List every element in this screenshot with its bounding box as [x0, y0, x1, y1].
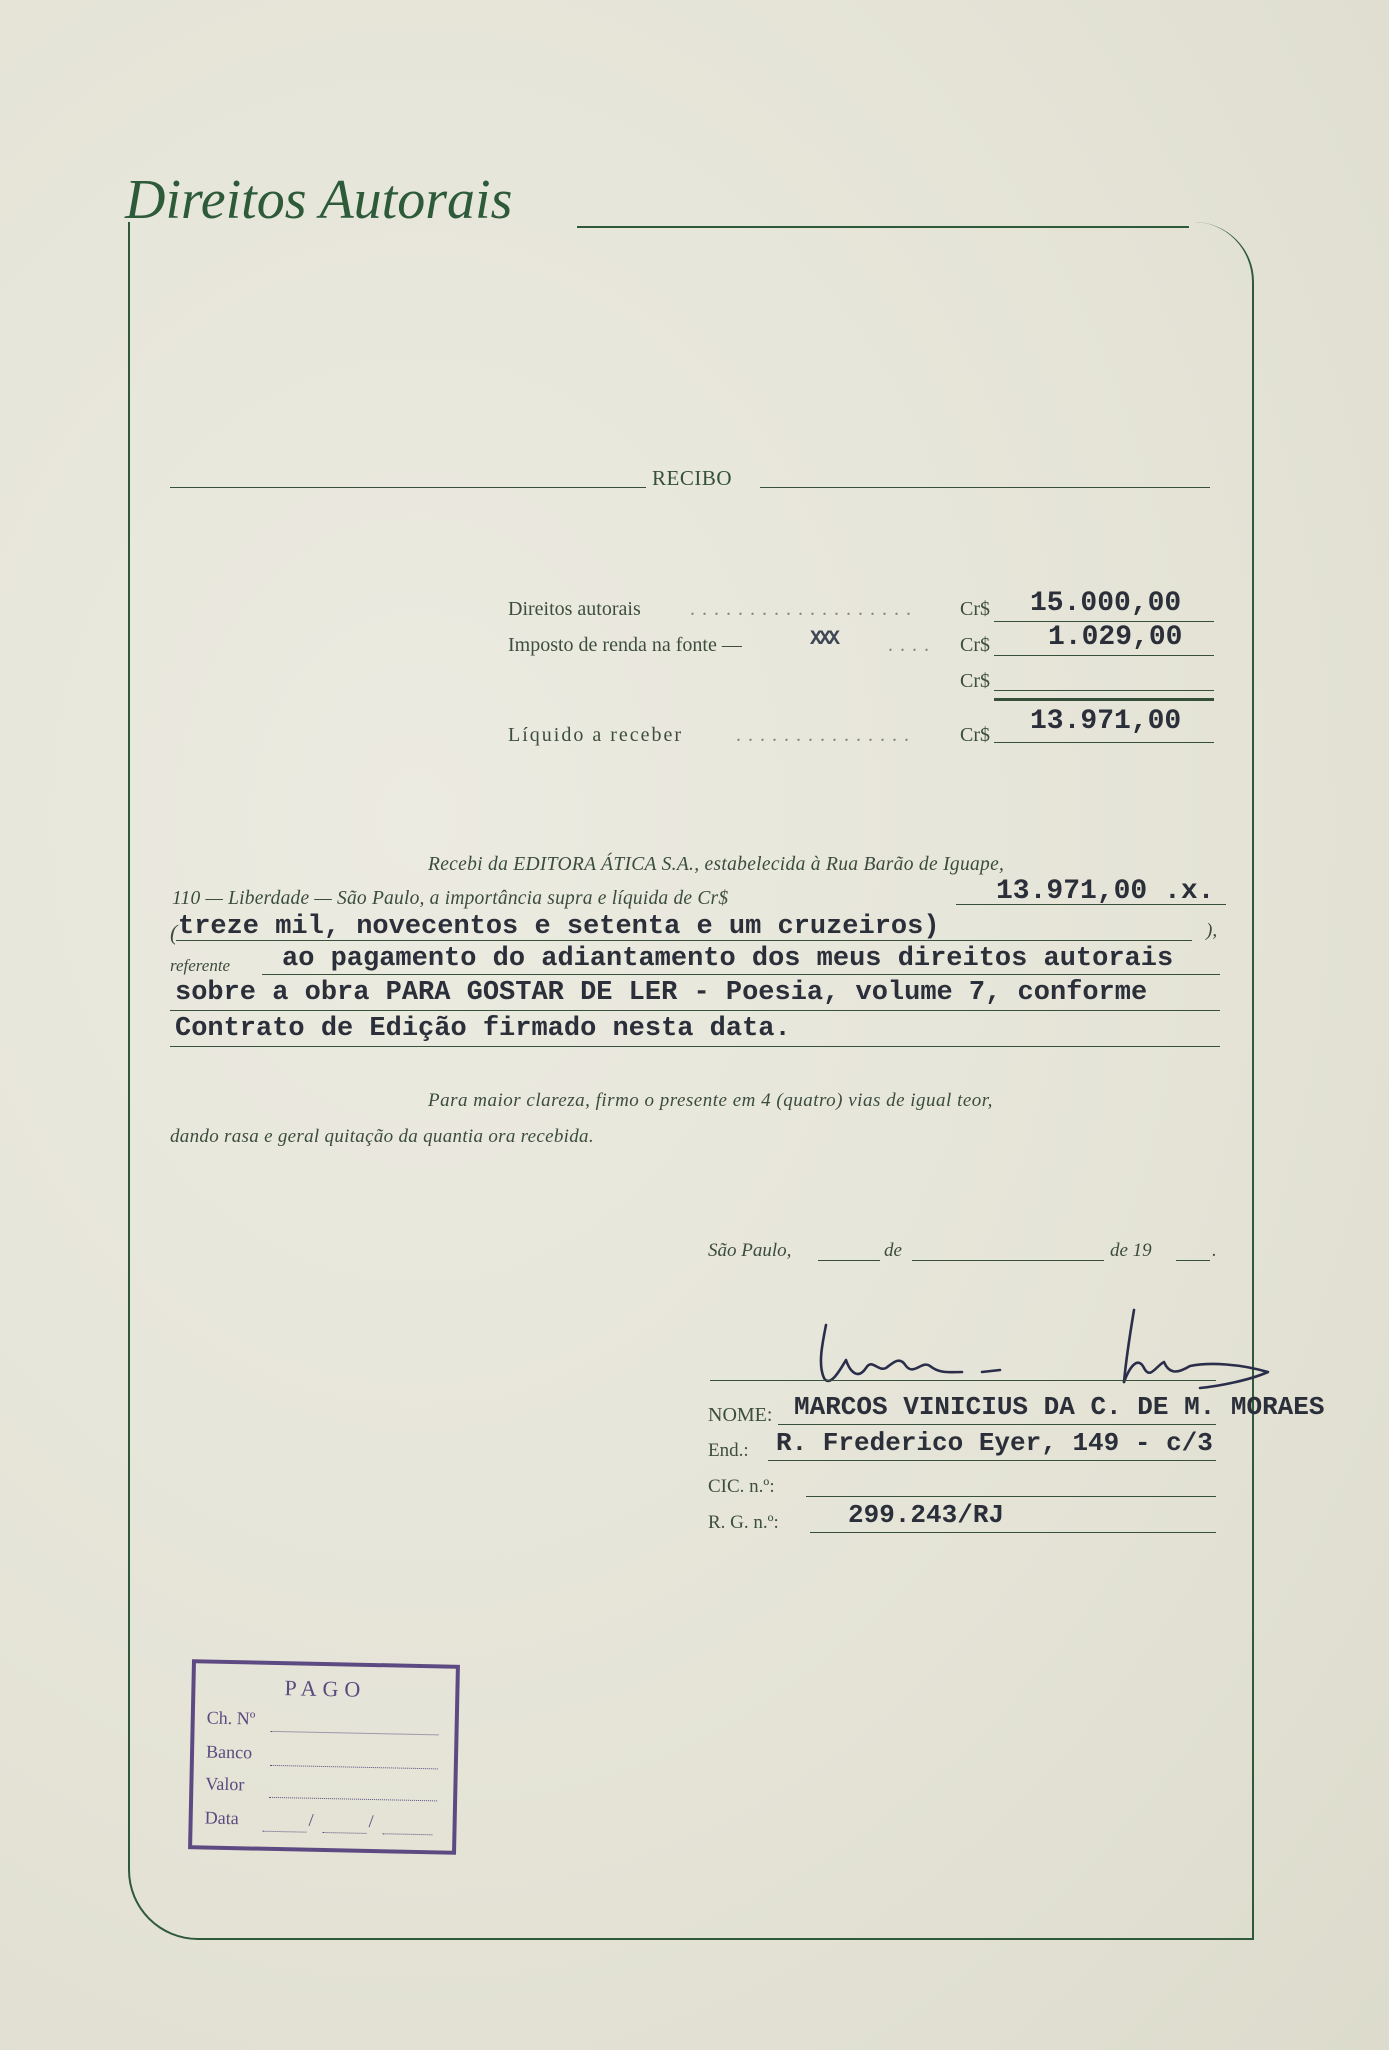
- currency-label: Cr$: [960, 634, 990, 656]
- paid-stamp: [188, 1659, 460, 1855]
- clarity-line-2: dando rasa e geral quitação da quantia ora recebida.: [170, 1126, 594, 1147]
- stamp-line: [270, 1765, 438, 1770]
- nome-label: NOME:: [708, 1404, 773, 1426]
- clarity-line-1: Para maior clareza, firmo o presente em 4 (quatro) vias de igual teor,: [428, 1090, 993, 1111]
- reference-line-3[interactable]: Contrato de Edição firmado nesta data.: [175, 1014, 791, 1044]
- struck-percent: XXX: [810, 628, 838, 651]
- stamp-line: [382, 1833, 432, 1835]
- leader-dots: . . . .: [888, 634, 930, 656]
- end-value[interactable]: R. Frederico Eyer, 149 - c/3: [776, 1428, 1213, 1458]
- body-line-1: Recebi da EDITORA ÁTICA S.A., estabelecida à Rua Barão de Iguape,: [428, 854, 1005, 875]
- date-de-2: de 19: [1110, 1240, 1152, 1261]
- stamp-line: [271, 1731, 439, 1736]
- nome-value[interactable]: MARCOS VINICIUS DA C. DE M. MORAES: [794, 1392, 1325, 1422]
- stamp-date-label: Data: [204, 1807, 239, 1829]
- leader-dots: . . . . . . . . . . . . . . . . . . .: [690, 598, 912, 620]
- rg-label: R. G. n.º:: [708, 1512, 779, 1533]
- end-label: End.:: [708, 1440, 749, 1461]
- reference-line-2[interactable]: sobre a obra PARA GOSTAR DE LER - Poesia, volume 7, conforme: [175, 978, 1148, 1008]
- net-label: Líquido a receber: [508, 724, 684, 746]
- leader-dots: . . . . . . . . . . . . . . .: [736, 724, 910, 746]
- cic-line: [806, 1496, 1216, 1497]
- amount-label-direitos: Direitos autorais: [508, 598, 641, 620]
- stamp-cheque-label: Ch. Nº: [206, 1707, 256, 1729]
- body-line-2: 110 — Liberdade — São Paulo, a importância supra e líquida de Cr$: [172, 888, 729, 909]
- currency-label: Cr$: [960, 670, 990, 692]
- net-value[interactable]: 13.971,00: [1030, 706, 1182, 737]
- cic-label: CIC. n.º:: [708, 1476, 775, 1497]
- date-end: .: [1212, 1240, 1217, 1261]
- date-de-1: de: [884, 1240, 902, 1261]
- referente-label: referente: [170, 956, 231, 975]
- paren-open: (: [170, 920, 178, 945]
- nome-line: [778, 1424, 1216, 1425]
- stamp-title: PAGO: [284, 1675, 367, 1702]
- stamp-line: [269, 1797, 437, 1802]
- rg-value[interactable]: 299.243/RJ: [848, 1500, 1005, 1530]
- stamp-line: [322, 1832, 366, 1834]
- stamp-date-slash: /: [368, 1810, 374, 1832]
- amount-value-imposto[interactable]: 1.029,00: [1048, 622, 1183, 653]
- date-city: São Paulo,: [708, 1240, 792, 1261]
- signature-line: [710, 1380, 1216, 1381]
- amount-value-direitos[interactable]: 15.000,00: [1030, 588, 1182, 619]
- stamp-value-label: Valor: [205, 1773, 245, 1795]
- typed-amount[interactable]: 13.971,00 .x.: [996, 876, 1215, 907]
- paren-close: ),: [1206, 920, 1218, 941]
- reference-line-1[interactable]: ao pagamento do adiantamento dos meus direitos autorais: [282, 944, 1174, 974]
- rg-line: [810, 1532, 1216, 1533]
- stamp-date-slash: /: [308, 1809, 314, 1830]
- amount-label-imposto: Imposto de renda na fonte —: [508, 634, 742, 656]
- amount-in-words[interactable]: treze mil, novecentos e setenta e um cruzeiros): [178, 912, 940, 942]
- stamp-line: [262, 1831, 306, 1833]
- currency-label: Cr$: [960, 598, 990, 620]
- document-title: Direitos Autorais: [125, 169, 513, 231]
- end-line: [768, 1460, 1216, 1461]
- recibo-heading: RECIBO: [652, 466, 733, 490]
- currency-label: Cr$: [960, 724, 990, 746]
- stamp-bank-label: Banco: [205, 1741, 253, 1763]
